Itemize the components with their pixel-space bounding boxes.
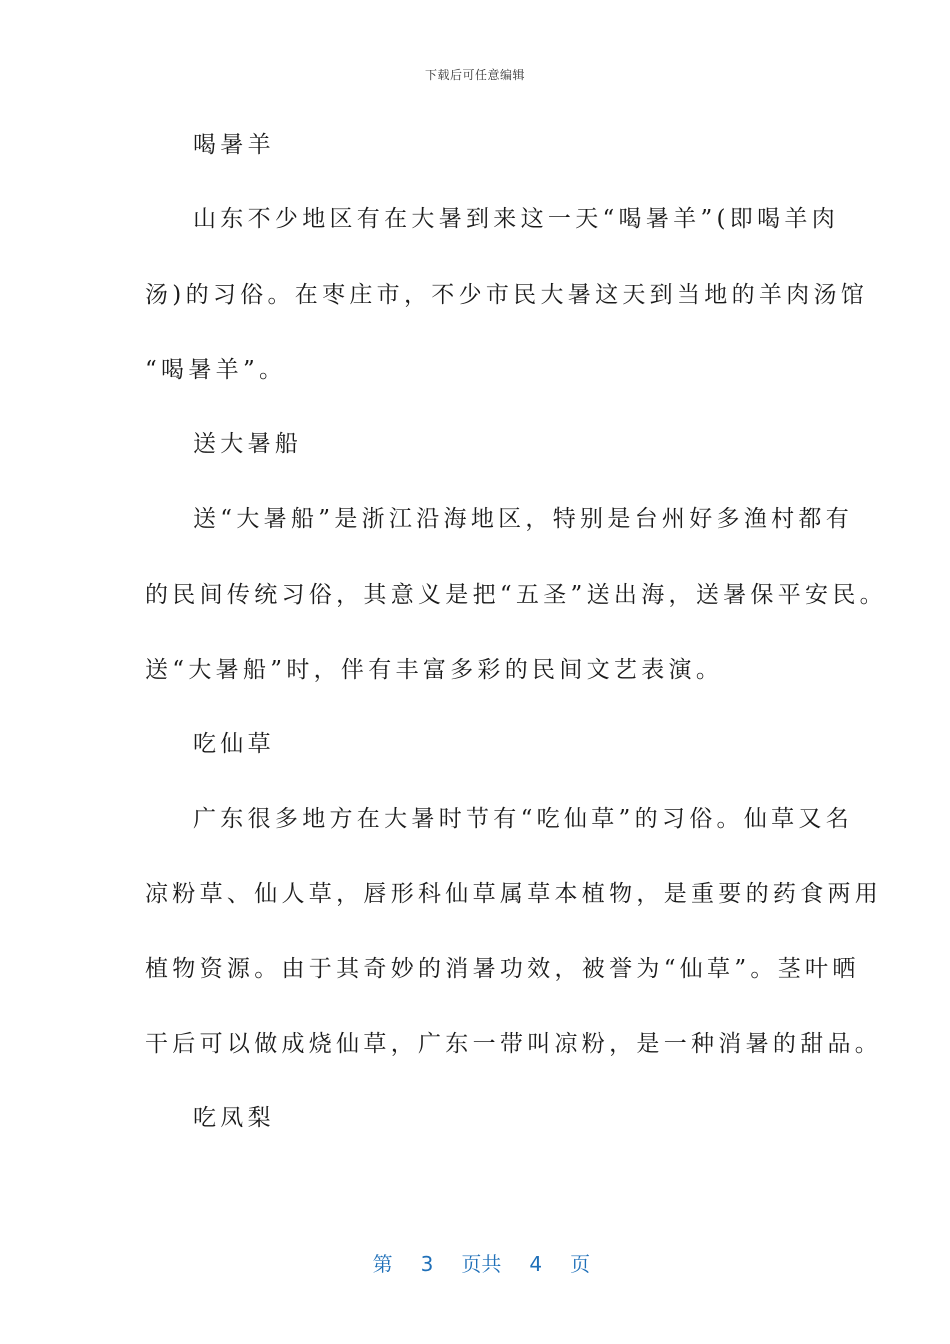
paragraph-line: 汤)的习俗。在枣庄市，不少市民大暑这天到当地的羊肉汤馆 — [145, 282, 869, 308]
page-suffix: 页 — [570, 1252, 591, 1276]
paragraph-line: 山东不少地区有在大暑到来这一天“喝暑羊”(即喝羊肉 — [193, 206, 839, 232]
paragraph-line: 干后可以做成烧仙草，广东一带叫凉粉，是一种消暑的甜品。 — [145, 1031, 883, 1057]
page-prefix: 第 — [372, 1252, 393, 1276]
current-page-number: 3 — [420, 1252, 434, 1276]
section-heading: 喝暑羊 — [193, 132, 275, 158]
section-heading: 吃仙草 — [193, 731, 275, 757]
total-pages-number: 4 — [529, 1252, 543, 1276]
section-heading: 送大暑船 — [193, 431, 303, 457]
paragraph-line: 植物资源。由于其奇妙的消暑功效，被誉为“仙草”。茎叶晒 — [145, 956, 860, 982]
paragraph-line: 送“大暑船”时，伴有丰富多彩的民间文艺表演。 — [145, 657, 724, 683]
paragraph-line: 凉粉草、仙人草，唇形科仙草属草本植物，是重要的药食两用 — [145, 881, 883, 907]
section-heading: 吃凤梨 — [193, 1105, 275, 1131]
paragraph-line: 广东很多地方在大暑时节有“吃仙草”的习俗。仙草又名 — [193, 806, 854, 832]
page-header-note: 下载后可任意编辑 — [424, 68, 525, 82]
paragraph-line: 送“大暑船”是浙江沿海地区，特别是台州好多渔村都有 — [193, 506, 854, 532]
paragraph-line: “喝暑羊”。 — [145, 357, 287, 383]
page-mid: 页共 — [461, 1252, 502, 1276]
paragraph-line: 的民间传统习俗，其意义是把“五圣”送出海，送暑保平安民。 — [145, 582, 887, 608]
page-footer — [0, 1224, 950, 1277]
